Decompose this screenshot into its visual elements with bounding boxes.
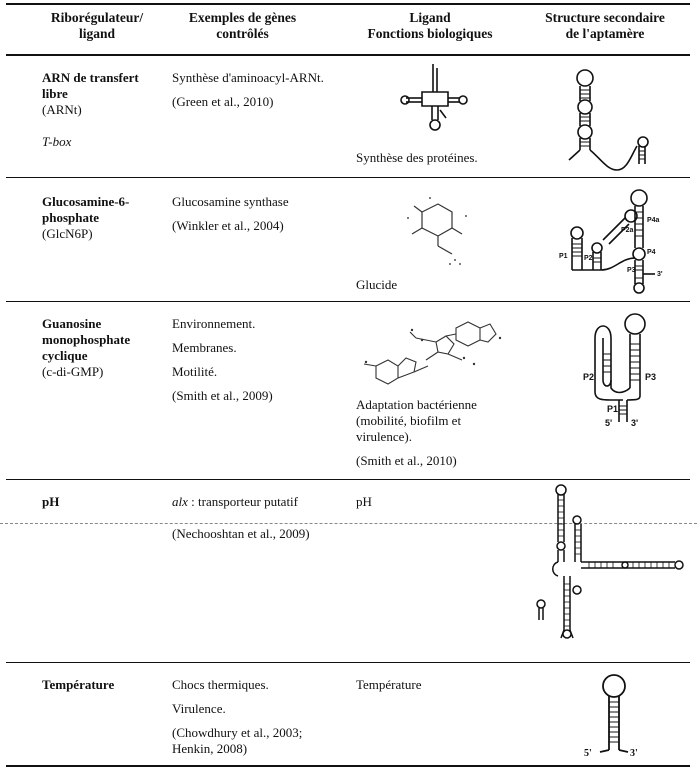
label-p3: P3 <box>627 267 636 274</box>
row1-ligand <box>42 70 152 150</box>
label-p1: P1 <box>607 404 619 414</box>
function-ref: (Smith et al., 2010) <box>356 453 457 468</box>
gene-text: Chocs thermiques. <box>172 677 269 692</box>
label-3prime: 3' <box>631 418 639 428</box>
glcn6p-molecule-figure <box>400 190 480 270</box>
label-p2: P2 <box>584 255 593 262</box>
ligand-family: T-box <box>42 134 72 149</box>
header-function: Ligand Fonctions biologiques <box>367 10 493 41</box>
gene-name: alx <box>172 494 188 509</box>
function-text: Synthèse des protéines. <box>356 150 478 165</box>
ligand-name: ARN de transfert libre <box>42 70 139 101</box>
row4-ligand <box>42 494 152 510</box>
row3-function <box>356 397 516 469</box>
label-p2a: P2a <box>621 227 634 234</box>
row1-genes <box>172 70 327 118</box>
ligand-name: Glucosamine-6-phosphate <box>42 194 130 225</box>
gene-description: : transporteur putatif <box>187 494 298 509</box>
row4-genes <box>172 494 342 542</box>
function-text: Température <box>356 677 422 692</box>
row5-genes <box>172 677 337 757</box>
table-top-rule <box>6 3 690 5</box>
function-text: Glucide <box>356 277 398 292</box>
gene-ref: (Chowdhury et al., 2003; Henkin, 2008) <box>172 725 303 756</box>
label-p1: P1 <box>559 253 568 260</box>
label-p4: P4 <box>647 249 656 256</box>
gene-text <box>172 494 342 510</box>
gene-text: Environnement. <box>172 316 256 331</box>
label-5prime: 5' <box>605 418 613 428</box>
gene-text: Virulence. <box>172 701 226 716</box>
row2-function <box>356 277 526 293</box>
gene-text: Membranes. <box>172 340 237 355</box>
gene-text: Motilité. <box>172 364 218 379</box>
row2-ligand <box>42 194 152 242</box>
table-bottom-rule <box>6 765 690 767</box>
gene-ref: (Green et al., 2010) <box>172 94 274 109</box>
temperature-aptamer-structure <box>570 672 660 762</box>
trna-ligand-figure <box>400 58 470 138</box>
row1-function <box>356 150 526 166</box>
header-ligand: Riborégulateur/ ligand <box>50 10 144 41</box>
row3-ligand <box>42 316 157 380</box>
trna-aptamer-structure <box>555 66 665 176</box>
function-text: Adaptation bactérienne (mobilité, biofilm et virulence). <box>356 397 477 444</box>
header-structure: Structure secondaire de l'aptamère <box>545 10 665 41</box>
header-genes: Exemples de gènes contrôlés <box>188 10 297 41</box>
gene-ref: (Smith et al., 2009) <box>172 388 273 403</box>
ligand-abbrev: (c-di-GMP) <box>42 364 104 379</box>
ligand-abbrev: (ARNt) <box>42 102 82 117</box>
header-rule <box>6 54 690 56</box>
ligand-name: Température <box>42 677 115 692</box>
row-divider <box>6 177 690 178</box>
label-p3: P3 <box>645 372 657 382</box>
ligand-name: pH <box>42 494 60 509</box>
row4-function <box>356 494 516 510</box>
gene-text: Glucosamine synthase <box>172 194 289 209</box>
label-3prime: 3' <box>630 748 638 759</box>
row5-ligand <box>42 677 152 693</box>
gene-text: Synthèse d'aminoacyl-ARNt. <box>172 70 324 85</box>
row-divider <box>6 301 690 302</box>
ligand-abbrev: (GlcN6P) <box>42 226 93 241</box>
ligand-name: Guanosine monophosphate cyclique <box>42 316 131 363</box>
label-p4a: P4a <box>647 217 660 224</box>
c-di-gmp-molecule-figure <box>356 308 516 388</box>
row2-genes <box>172 194 327 242</box>
c-di-gmp-aptamer-structure <box>575 310 675 430</box>
gene-ref: (Nechooshtan et al., 2009) <box>172 526 310 541</box>
label-p2: P2 <box>583 372 595 382</box>
row3-genes <box>172 316 327 412</box>
ph-aptamer-structure <box>525 480 695 660</box>
row-divider <box>6 662 690 663</box>
row5-function <box>356 677 516 693</box>
gene-ref: (Winkler et al., 2004) <box>172 218 284 233</box>
glcn6p-aptamer-structure <box>555 188 675 300</box>
function-text: pH <box>356 494 372 509</box>
label-5prime: 5' <box>584 748 592 759</box>
label-3prime: 3' <box>657 271 663 278</box>
